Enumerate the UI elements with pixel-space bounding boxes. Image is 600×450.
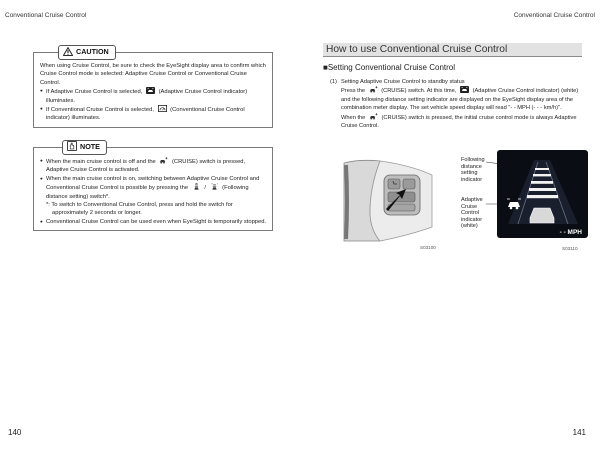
following-distance-switch-icon (192, 183, 201, 190)
cruise-switch-icon (369, 86, 378, 93)
note-bullet-text: When the main cruise control is off and the (46, 159, 158, 165)
warning-triangle-icon (63, 47, 73, 58)
adaptive-cruise-control-indicator-icon (460, 86, 469, 93)
note-bullet-text: (Following distance setting) switch*. (46, 185, 249, 200)
figure-code-left: S03100 (420, 245, 436, 250)
note-bullet-text: Conventional Cruise Control can be used even when EyeSight is temporarily stopped. (46, 218, 267, 225)
step-text: (CRUISE) switch is pressed, the initial cruise control mode is always Adaptive Cruise Control. (341, 114, 577, 130)
steering-wheel-switch-illustration (340, 157, 440, 242)
speed-readout: - - MPH (559, 229, 582, 236)
step-body (330, 78, 586, 130)
step-text: (Adaptive Cruise Control indicator) (white) and the following distance setting indicator are displayed on the EyeSight display area of the combination meter display. The set vehicle speed display will read "- - MPH (- - - km/h)". (341, 88, 579, 112)
step-paragraph-1 (341, 86, 586, 112)
step-text: Press the (341, 88, 367, 95)
note-label-text: NOTE (80, 142, 100, 152)
running-header-right: Conventional Cruise Control (513, 12, 595, 19)
cruise-switch-icon (369, 113, 378, 120)
caution-intro: When using Cruise Control, be sure to check the EyeSight display area to confirm which Cruise Control mode is selected: Adaptive Cruise Control or Conventional Cruise Control. (40, 63, 266, 86)
note-bullet-switching (40, 175, 267, 201)
conventional-cruise-control-indicator-icon (158, 105, 167, 112)
caution-bullet-adaptive (40, 87, 267, 105)
note-footnote: *: To switch to Conventional Cruise Control, press and hold the switch for approximately 2 seconds or longer. (46, 202, 233, 217)
adaptive-cruise-control-indicator-icon (146, 87, 155, 94)
caution-label-text: CAUTION (76, 47, 109, 57)
step-title: Setting Adaptive Cruise Control to standby status (341, 79, 465, 85)
label-following-distance-indicator: Following distance setting indicator (461, 157, 485, 183)
page-number-right: 141 (572, 428, 586, 437)
figure-code-right: S03110 (562, 246, 578, 251)
caution-bullet-text: (Adaptive Cruise Control indicator) illuminates. (46, 89, 248, 104)
cruise-switch-icon (159, 157, 168, 164)
caution-bullet-conventional (40, 105, 267, 123)
note-label (62, 140, 107, 155)
caution-label (58, 45, 116, 60)
caution-bullet-text: If Adaptive Cruise Control is selected, (46, 89, 144, 96)
step-text: When the (341, 114, 367, 121)
following-distance-switch-alt-icon (210, 183, 219, 190)
note-bullet-text: (CRUISE) switch is pressed, Adaptive Cruise Control is activated. (46, 159, 246, 174)
page-number-left: 140 (8, 428, 22, 437)
step-text: (CRUISE) switch. At this time, (379, 88, 458, 95)
label-acc-indicator: Adaptive Cruise Control indicator (white) (461, 197, 483, 230)
running-header-left: Conventional Cruise Control (5, 12, 87, 19)
caution-box (33, 47, 273, 128)
section-title: How to use Conventional Cruise Control (323, 43, 582, 57)
caution-bullet-text: (Conventional Cruise Control indicator) illuminates. (46, 107, 245, 122)
step-number: (1) (330, 79, 337, 85)
caution-bullet-text: If Conventional Cruise Control is selected, (46, 107, 156, 114)
eyesight-display-illustration (486, 150, 588, 240)
note-box (33, 142, 273, 231)
section-heading: ■Setting Conventional Cruise Control (323, 63, 456, 72)
note-icon (67, 141, 77, 153)
step-1 (330, 78, 586, 130)
note-bullet-text: When the main cruise control is on, switching between Adaptive Cruise Control and Conventional Cruise Control is possible by pressing the (46, 175, 260, 192)
note-bullet-eyesight-stopped (40, 218, 267, 226)
note-bullet-main-off (40, 157, 267, 175)
own-vehicle-icon (530, 208, 554, 223)
icon-separator: / (202, 185, 208, 192)
step-paragraph-2 (341, 113, 586, 131)
